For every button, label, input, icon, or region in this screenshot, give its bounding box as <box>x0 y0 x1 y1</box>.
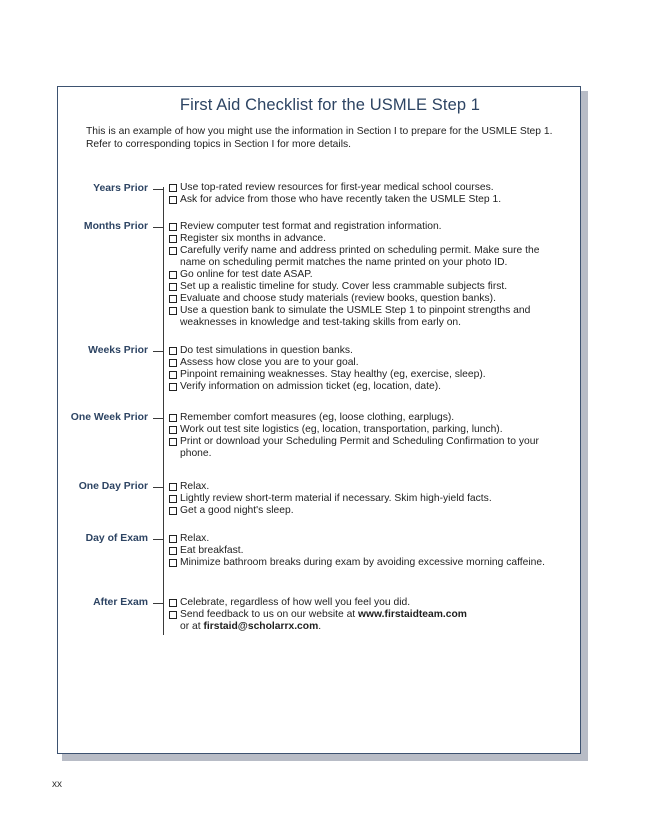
section-label-one-day-prior: One Day Prior <box>78 481 148 492</box>
item-text: Carefully verify name and address printed on scheduling permit. Make sure the name on scheduling permit matches the name printed on your photo ID. <box>180 245 540 268</box>
section-label-years-prior: Years Prior <box>93 183 148 194</box>
section-list-one-day-prior <box>168 481 568 517</box>
feedback-suffix: . <box>318 621 322 632</box>
page-number: xx <box>52 779 62 790</box>
checklist-item <box>168 269 568 281</box>
item-text: Go online for test date ASAP. <box>180 269 313 280</box>
timeline-connector <box>153 189 164 190</box>
email-link[interactable]: firstaid@scholarrx.com <box>203 621 319 632</box>
checklist-item <box>168 221 568 233</box>
item-text: Minimize bathroom breaks during exam by avoiding excessive morning caffeine. <box>180 557 545 568</box>
item-text: Print or download your Scheduling Permit and Scheduling Confirmation to your phone. <box>180 436 539 459</box>
checkbox[interactable] <box>169 426 177 434</box>
timeline-vertical-line <box>163 187 164 635</box>
checkbox[interactable] <box>169 295 177 303</box>
section-label-one-week-prior: One Week Prior <box>70 412 148 423</box>
checkbox[interactable] <box>169 283 177 291</box>
item-text: Review computer test format and registration information. <box>180 221 442 232</box>
feedback-middle: or at <box>180 621 204 632</box>
item-text: Ask for advice from those who have recently taken the USMLE Step 1. <box>180 194 502 205</box>
intro-paragraph: This is an example of how you might use the information in Section I to prepare for the USMLE Step 1. Refer to corresponding topics in Section I for more details. <box>86 126 553 150</box>
item-text: Celebrate, regardless of how well you feel you did. <box>180 597 411 608</box>
item-text: Do test simulations in question banks. <box>180 345 353 356</box>
section-list-months-prior <box>168 221 568 329</box>
checkbox[interactable] <box>169 347 177 355</box>
item-text: Lightly review short-term material if necessary. Skim high-yield facts. <box>180 493 492 504</box>
item-text: Remember comfort measures (eg, loose clothing, earplugs). <box>180 412 455 423</box>
section-list-years-prior <box>168 182 568 206</box>
checkbox[interactable] <box>169 495 177 503</box>
section-label-after-exam: After Exam <box>93 597 148 608</box>
checkbox[interactable] <box>169 223 177 231</box>
item-text: Assess how close you are to your goal. <box>180 357 359 368</box>
section-list-day-of-exam <box>168 533 568 569</box>
item-text: Get a good night's sleep. <box>180 505 294 516</box>
section-label-day-of-exam: Day of Exam <box>85 533 148 544</box>
checklist-item <box>168 357 568 369</box>
website-link[interactable]: www.firstaidteam.com <box>358 609 467 620</box>
item-text: Pinpoint remaining weaknesses. Stay healthy (eg, exercise, sleep). <box>180 369 486 380</box>
section-list-after-exam <box>168 597 568 633</box>
item-text: Register six months in advance. <box>180 233 326 244</box>
checkbox[interactable] <box>169 184 177 192</box>
checklist-item <box>168 194 568 206</box>
checklist-item-feedback <box>168 609 568 633</box>
checklist-item <box>168 369 568 381</box>
item-text: Use a question bank to simulate the USMLE Step 1 to pinpoint strengths and weaknesses in knowledge and test-taking skills from early on. <box>180 305 531 328</box>
item-text: Relax. <box>180 533 210 544</box>
checklist-item <box>168 481 568 493</box>
feedback-prefix: Send feedback to us on our website at <box>180 609 359 620</box>
checklist-item <box>168 305 568 329</box>
checkbox[interactable] <box>169 547 177 555</box>
timeline-connector <box>153 227 164 228</box>
checklist-item <box>168 436 568 460</box>
checkbox[interactable] <box>169 507 177 515</box>
item-text: Work out test site logistics (eg, location, transportation, parking, lunch). <box>180 424 503 435</box>
checklist-item <box>168 545 568 557</box>
checklist-item <box>168 281 568 293</box>
checklist-item <box>168 505 568 517</box>
item-text: Set up a realistic timeline for study. Cover less crammable subjects first. <box>180 281 508 292</box>
checkbox[interactable] <box>169 414 177 422</box>
page-title: First Aid Checklist for the USMLE Step 1 <box>179 96 481 114</box>
checkbox[interactable] <box>169 271 177 279</box>
timeline-connector <box>153 418 164 419</box>
checkbox[interactable] <box>169 235 177 243</box>
checklist-item <box>168 412 568 424</box>
timeline-connector <box>153 351 164 352</box>
section-list-weeks-prior <box>168 345 568 393</box>
checkbox[interactable] <box>169 371 177 379</box>
section-label-weeks-prior: Weeks Prior <box>88 345 148 356</box>
item-text: Eat breakfast. <box>180 545 244 556</box>
checklist-item <box>168 597 568 609</box>
checkbox[interactable] <box>169 438 177 446</box>
item-text: Use top-rated review resources for first-year medical school courses. <box>180 182 494 193</box>
checklist-item <box>168 424 568 436</box>
checkbox[interactable] <box>169 611 177 619</box>
checkbox[interactable] <box>169 559 177 567</box>
checklist-item <box>168 182 568 194</box>
checklist-item <box>168 345 568 357</box>
checklist-item <box>168 381 568 393</box>
checklist-item <box>168 233 568 245</box>
checkbox[interactable] <box>169 383 177 391</box>
section-list-one-week-prior <box>168 412 568 460</box>
checklist-item <box>168 557 568 569</box>
checklist-item <box>168 533 568 545</box>
timeline-connector <box>153 603 164 604</box>
checkbox[interactable] <box>169 196 177 204</box>
item-text: Verify information on admission ticket (eg, location, date). <box>180 381 441 392</box>
checkbox[interactable] <box>169 307 177 315</box>
checklist-item <box>168 493 568 505</box>
section-label-months-prior: Months Prior <box>83 221 148 232</box>
timeline-connector <box>153 539 164 540</box>
checkbox[interactable] <box>169 535 177 543</box>
checklist-item <box>168 245 568 269</box>
item-text: Evaluate and choose study materials (review books, question banks). <box>180 293 496 304</box>
timeline-connector <box>153 487 164 488</box>
checkbox[interactable] <box>169 599 177 607</box>
checkbox[interactable] <box>169 483 177 491</box>
checkbox[interactable] <box>169 247 177 255</box>
checklist-item <box>168 293 568 305</box>
item-text: Relax. <box>180 481 210 492</box>
checkbox[interactable] <box>169 359 177 367</box>
